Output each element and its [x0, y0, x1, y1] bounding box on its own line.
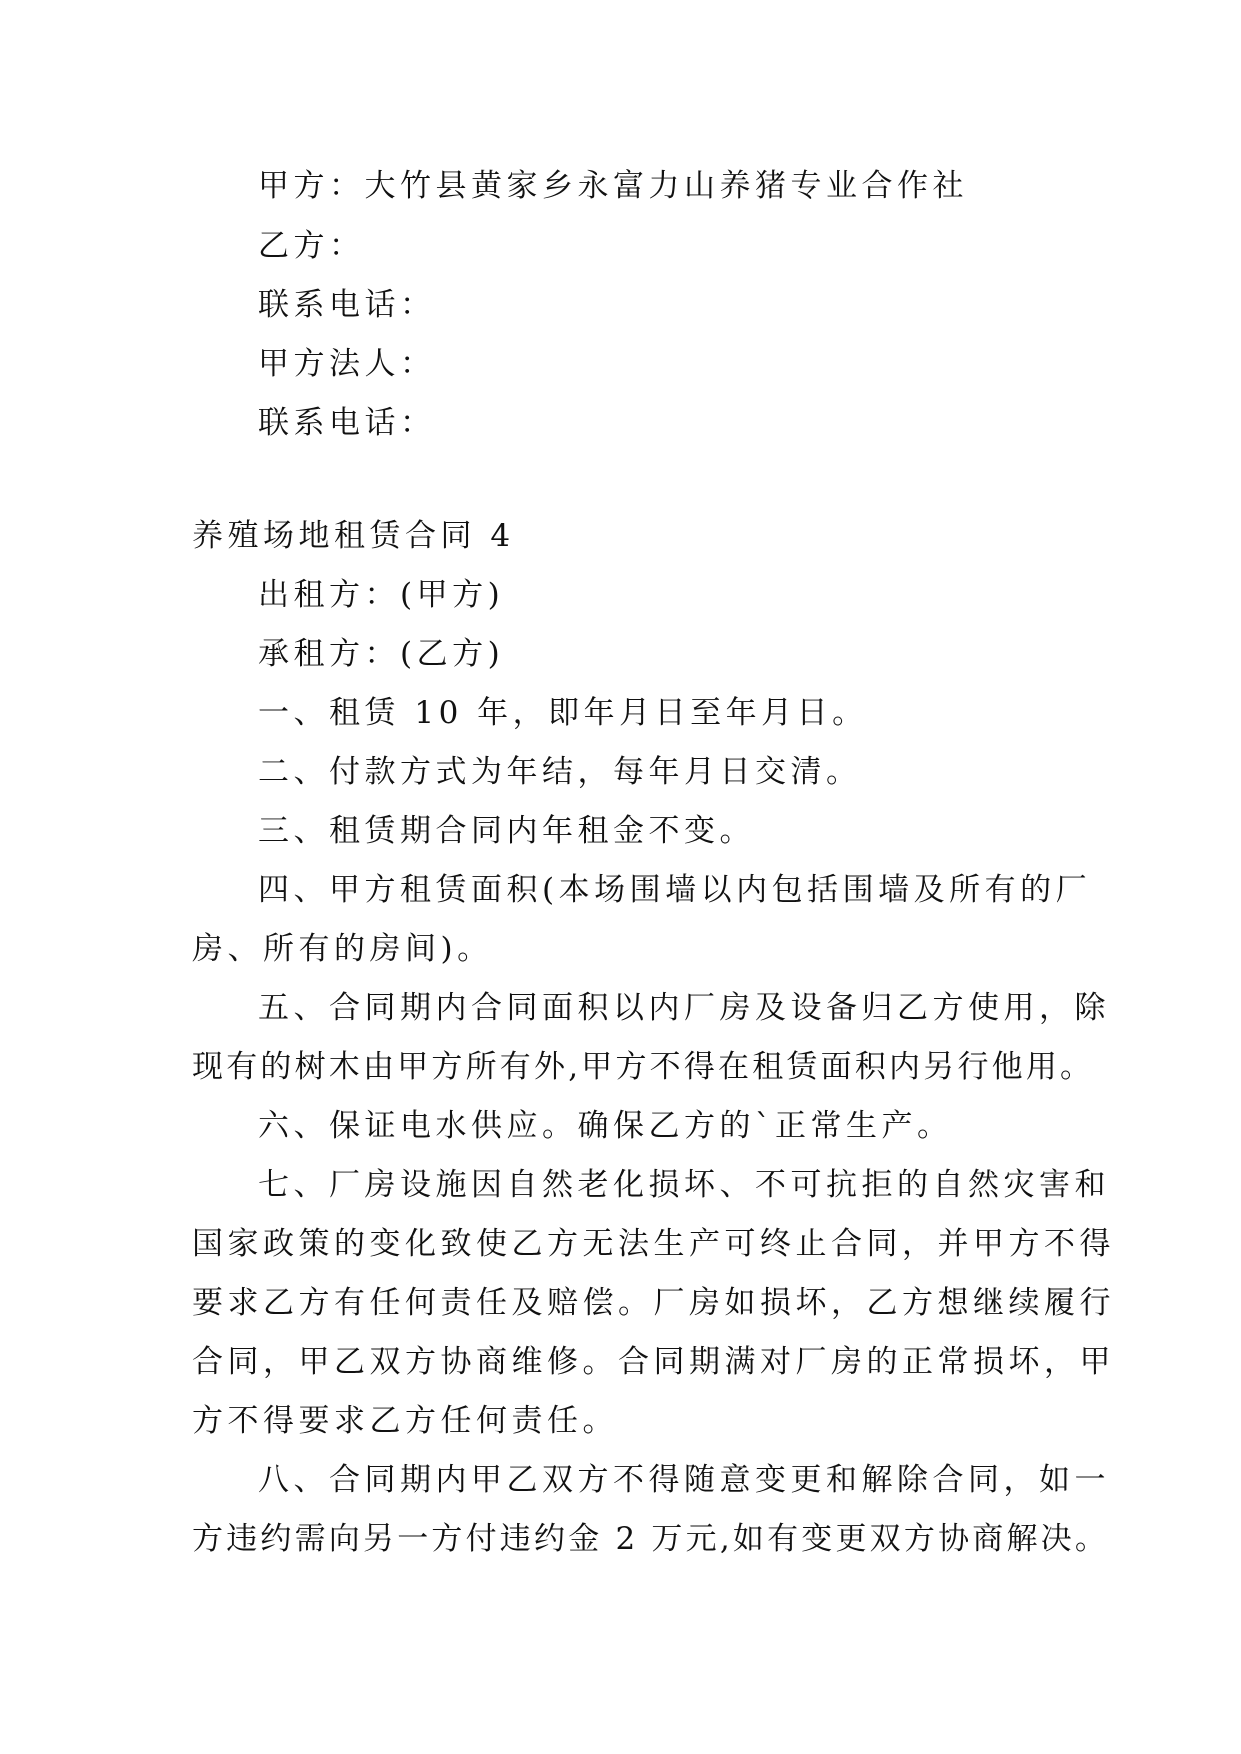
phone-line: 联系电话： — [258, 287, 436, 323]
clause-5-line-1: 五、合同期内合同面积以内厂房及设备归乙方使用，除 — [258, 990, 1110, 1026]
lessee-line: 承租方：(乙方) — [258, 636, 505, 672]
clause-5-line-2: 现有的树木由甲方所有外,甲方不得在租赁面积内另行他用。 — [192, 1049, 1095, 1085]
legal-rep-line: 甲方法人： — [258, 346, 436, 382]
clause-1: 一、租赁 10 年，即年月日至年月日。 — [258, 695, 868, 731]
clause-7-line-1: 七、厂房设施因自然老化损坏、不可抗拒的自然灾害和 — [258, 1167, 1110, 1203]
clause-7-line-3: 要求乙方有任何责任及赔偿。厂房如损坏，乙方想继续履行 — [192, 1285, 1115, 1321]
lessor-line: 出租方：(甲方) — [258, 577, 505, 613]
clause-7-line-4: 合同，甲乙双方协商维修。合同期满对厂房的正常损坏，甲 — [192, 1344, 1115, 1380]
clause-7-line-5: 方不得要求乙方任何责任。 — [192, 1403, 618, 1439]
party-a-line: 甲方：大竹县黄家乡永富力山养猪专业合作社 — [258, 168, 968, 204]
party-b-line: 乙方： — [258, 228, 365, 264]
clause-8-line-2: 方违约需向另一方付违约金 2 万元,如有变更双方协商解决。 — [192, 1521, 1110, 1557]
clause-7-line-2: 国家政策的变化致使乙方无法生产可终止合同，并甲方不得 — [192, 1226, 1115, 1262]
clause-3: 三、租赁期合同内年租金不变。 — [258, 813, 755, 849]
clause-8-line-1: 八、合同期内甲乙双方不得随意变更和解除合同，如一 — [258, 1462, 1110, 1498]
phone-line-2: 联系电话： — [258, 405, 436, 441]
clause-4-line-2: 房、所有的房间)。 — [192, 931, 493, 967]
section-title: 养殖场地租赁合同 4 — [192, 518, 515, 554]
clause-2: 二、付款方式为年结，每年月日交清。 — [258, 754, 862, 790]
clause-6: 六、保证电水供应。确保乙方的`正常生产。 — [258, 1108, 953, 1144]
clause-4-line-1: 四、甲方租赁面积(本场围墙以内包括围墙及所有的厂 — [258, 872, 1092, 908]
